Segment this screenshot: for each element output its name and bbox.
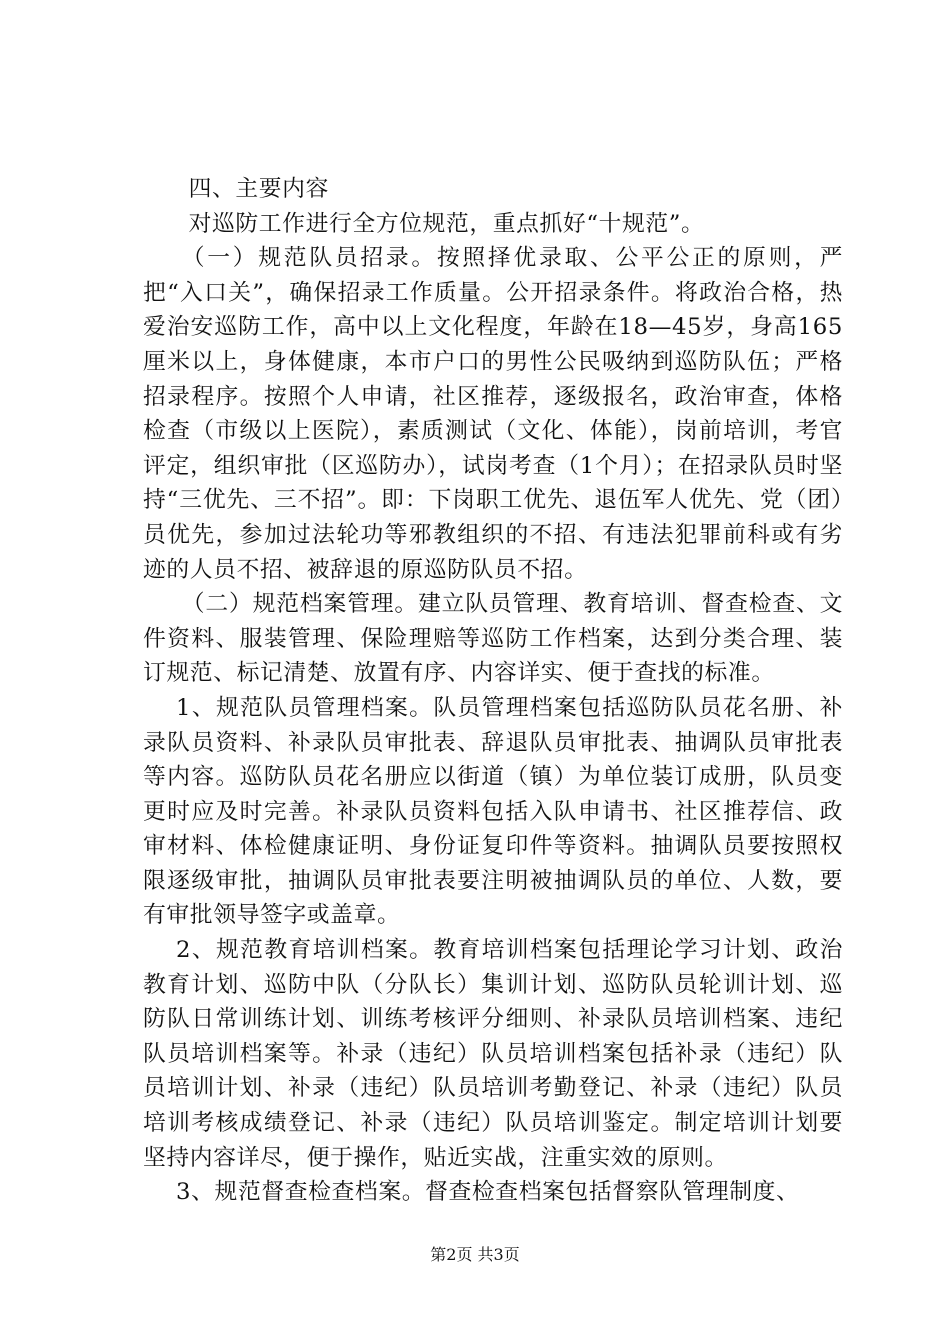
paragraph-recruitment: （一）规范队员招录。按照择优录取、公平公正的原则，严把“入口关”，确保招录工作质量。公开招录条件。将政治合格，热爱治安巡防工作，高中以上文化程度，年龄在18—45岁，身高165厘米以上，身体健康，本市户口的男性公民吸纳到巡防队伍；严格招录程序。按照个人申请，社区推荐，逐级报名，政治审查，体格检查（市级以上医院），素质测试（文化、体能），岗前培训，考官评定，组织审批（区巡防办），试岗考查（1个月）；在招录队员时坚持“三优先、三不招”。即：下岗职工优先、退伍军人优先、党（团）员优先，参加过法轮功等邪教组织的不招、有违法犯罪前科或有劣迹的人员不招、被辞退的原巡防队员不招。 [143,245,843,583]
paragraph-member-archive: 1、规范队员管理档案。队员管理档案包括巡防队员花名册、补录队员资料、补录队员审批表、辞退队员审批表、抽调队员审批表等内容。巡防队员花名册应以街道（镇）为单位装订成册，队员变更时应及时完善。补录队员资料包括入队申请书、社区推荐信、政审材料、体检健康证明、身份证复印件等资料。抽调队员要按照权限逐级审批，抽调队员审批表要注明被抽调队员的单位、人数，要有审批领导签字或盖章。 [143,694,843,929]
paragraph-inspection-archive: 3、规范督查检查档案。督查检查档案包括督察队管理制度、 [176,1179,800,1206]
intro-paragraph: 对巡防工作进行全方位规范，重点抓好“十规范”。 [188,210,705,237]
paragraph-training-archive: 2、规范教育培训档案。教育培训档案包括理论学习计划、政治教育计划、巡防中队（分队长）集训计划、巡防队员轮训计划、巡防队日常训练计划、训练考核评分细则、补录队员培训档案、违纪队员培训档案等。补录（违纪）队员培训档案包括补录（违纪）队员培训计划、补录（违纪）队员培训考勤登记、补录（违纪）队员培训考核成绩登记、补录（违纪）队员培训鉴定。制定培训计划要坚持内容详尽，便于操作，贴近实战，注重实效的原则。 [143,937,843,1171]
section-heading: 四、主要内容 [188,176,329,202]
paragraph-archive-management: （二）规范档案管理。建立队员管理、教育培训、督查检查、文件资料、服装管理、保险理赔等巡防工作档案，达到分类合理、装订规范、标记清楚、放置有序、内容详实、便于查找的标准。 [143,591,843,687]
page-footer: 第2页 共3页 [430,1245,520,1264]
document-body [143,172,843,1210]
